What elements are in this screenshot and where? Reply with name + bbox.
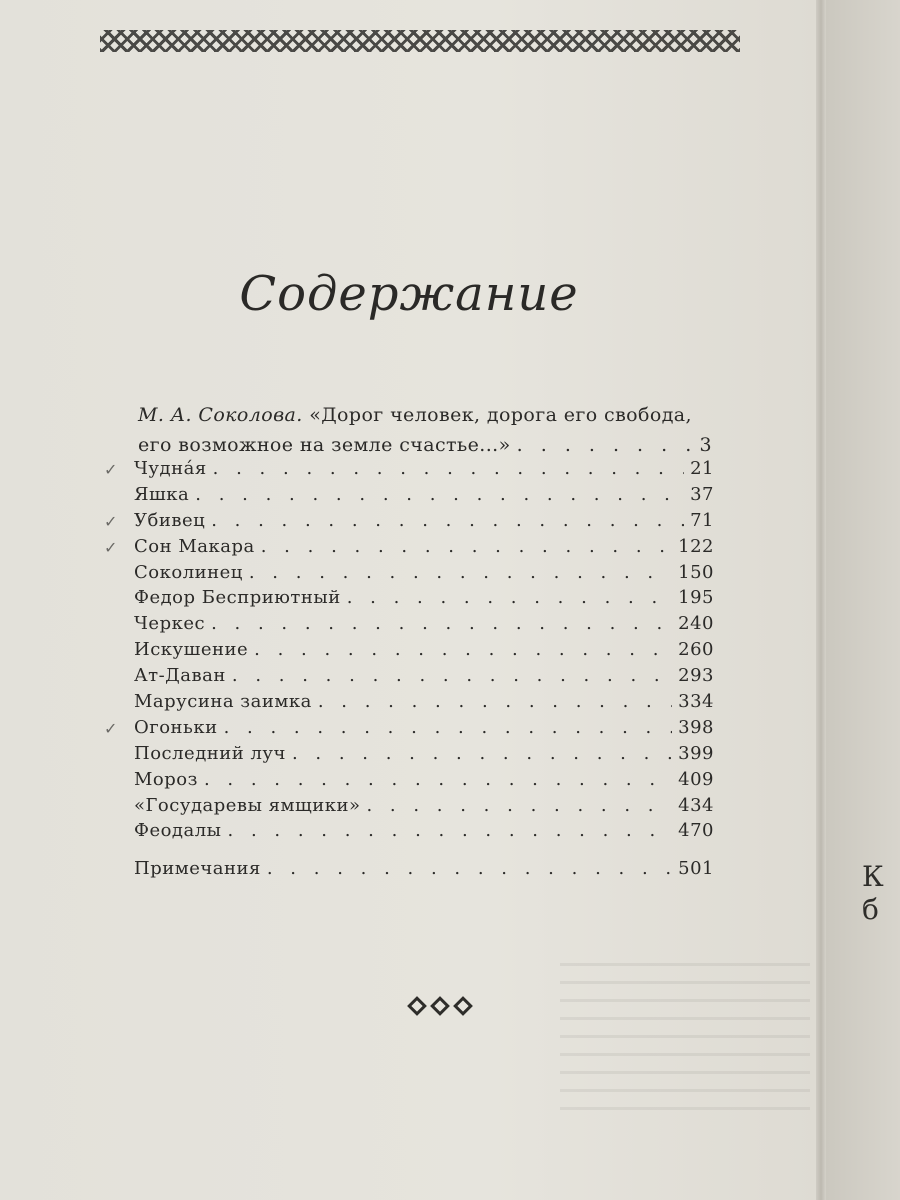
intro-author: М. А. Соколова.	[138, 404, 303, 426]
toc-row	[134, 562, 714, 588]
toc-row	[134, 743, 714, 769]
toc-row	[104, 716, 714, 743]
dot-leader	[347, 587, 672, 608]
toc-page-number: 37	[690, 483, 714, 505]
toc-page-number: 409	[678, 768, 714, 790]
toc-entry-title: Марусина заимка	[134, 691, 312, 713]
dot-leader	[517, 430, 694, 460]
toc-page-number: 21	[690, 458, 714, 479]
book-gutter	[816, 0, 826, 1200]
toc-list	[104, 458, 714, 846]
pencil-check-mark: ✓	[104, 511, 118, 531]
pencil-check-mark: ✓	[104, 718, 118, 738]
notes-entry	[134, 858, 714, 884]
toc-row	[134, 613, 714, 639]
toc-page-number: 240	[678, 613, 714, 635]
dot-leader	[261, 536, 672, 557]
dot-leader	[204, 769, 672, 790]
toc-entry-title: Сон Макара	[134, 535, 255, 557]
toc-entry-title: Убивец	[134, 509, 206, 531]
ornament-diamond	[430, 996, 450, 1016]
toc-row	[134, 587, 714, 613]
toc-entry-title: Чудна́я	[134, 458, 207, 479]
toc-row	[134, 820, 714, 846]
dot-leader	[318, 691, 672, 712]
toc-entry-title: Федор Бесприютный	[134, 587, 341, 609]
toc-page-number: 260	[678, 639, 714, 661]
bottom-ornament	[410, 996, 470, 1016]
toc-page-number: 150	[678, 561, 714, 583]
toc-page-number: 434	[678, 794, 714, 816]
toc-row	[134, 795, 714, 821]
dot-leader	[249, 562, 672, 583]
notes-page-number: 501	[678, 858, 714, 879]
toc-row	[134, 769, 714, 795]
toc-page-number: 71	[690, 509, 714, 531]
toc-page-number: 195	[678, 587, 714, 609]
toc-entry-title: Яшка	[134, 483, 190, 505]
intro-page-number: 3	[699, 434, 712, 456]
toc-row	[104, 535, 714, 562]
ornament-diamond	[453, 996, 473, 1016]
toc-page-number: 398	[678, 716, 714, 738]
dot-leader	[213, 458, 684, 479]
toc-entry-title: Ат-Даван	[134, 665, 226, 687]
toc-row	[134, 639, 714, 665]
dot-leader	[195, 484, 684, 505]
toc-row-notes	[134, 858, 714, 884]
dot-leader	[224, 717, 673, 738]
toc-page-number: 470	[678, 820, 714, 842]
intro-title-part-1: «Дорог человек, дорога его свобода,	[309, 404, 692, 426]
toc-row	[104, 509, 714, 536]
page-title: Содержание	[239, 266, 579, 322]
toc-entry-title: Черкес	[134, 613, 206, 635]
adjacent-page	[826, 0, 900, 1200]
dot-leader	[366, 795, 672, 816]
toc-entry-title: Соколинец	[134, 561, 243, 583]
toc-entry-title: Искушение	[134, 639, 249, 661]
intro-line-1	[138, 400, 712, 430]
toc-row	[134, 665, 714, 691]
toc-entry-title: Мороз	[134, 768, 198, 790]
ornament-diamond	[407, 996, 427, 1016]
adjacent-page-text: К б	[862, 860, 886, 926]
pencil-check-mark: ✓	[104, 537, 118, 557]
dot-leader	[254, 639, 672, 660]
notes-title: Примечания	[134, 858, 261, 879]
toc-page-number: 122	[678, 535, 714, 557]
intro-line-2	[138, 430, 712, 460]
toc-page-number: 334	[678, 691, 714, 713]
dot-leader	[292, 743, 672, 764]
pencil-check-mark: ✓	[104, 460, 118, 479]
dot-leader	[211, 510, 684, 531]
intro-title-part-2: его возможное на земле счастье...»	[138, 434, 511, 456]
top-ornament-border	[100, 30, 740, 52]
dot-leader	[211, 613, 672, 634]
dot-leader	[228, 820, 673, 841]
dot-leader	[232, 665, 672, 686]
toc-entry-title: Последний луч	[134, 742, 286, 764]
intro-entry	[138, 400, 712, 460]
toc-page-number: 399	[678, 742, 714, 764]
toc-entry-title: Огоньки	[134, 716, 218, 738]
toc-entry-title: Феодалы	[134, 820, 222, 842]
toc-row	[134, 484, 714, 510]
toc-row	[134, 691, 714, 717]
toc-entry-title: «Государевы ямщики»	[134, 794, 361, 816]
show-through-text	[560, 960, 810, 1110]
toc-row	[104, 458, 714, 484]
dot-leader	[267, 858, 672, 879]
toc-page-number: 293	[678, 665, 714, 687]
